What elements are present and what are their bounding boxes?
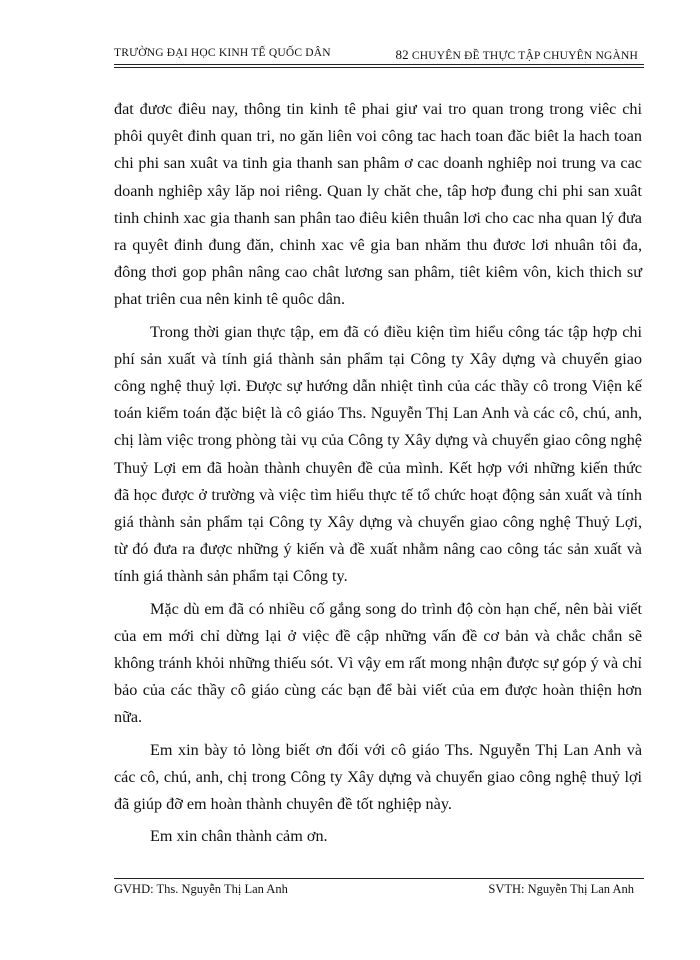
header-rule: [114, 64, 644, 68]
header-school-name: TRƯỜNG ĐẠI HỌC KINH TẾ QUỐC DÂN: [114, 47, 331, 59]
page-header: [114, 44, 642, 64]
footer-rule: [114, 878, 644, 879]
paragraph-3: Mặc dù em đã có nhiều cố gắng song do trình độ còn hạn chế, nên bài viết của em mới chỉ dừng lại ở việc đề cập những vấn đề cơ bản và chắc chắn sẽ không tránh khỏi những thiếu sót. Vì vậy em rất mong nhận được sự góp ý và chỉ bảo của các thầy cô giáo cùng các bạn để bài viết của em được hoàn thiện hơn nữa.: [114, 599, 642, 727]
header-doc-type: CHUYÊN ĐỀ THỰC TẬP CHUYÊN NGÀNH: [411, 50, 638, 62]
footer-supervisor: GVHD: Ths. Nguyễn Thị Lan Anh: [114, 882, 288, 896]
header-right: [395, 47, 638, 63]
paragraph-1: đat đươc điêu nay, thông tin kinh tê phai giư vai tro quan trong trong viêc chi phôi quyêt đinh quan tri, no găn liên voi công tac hach toan đăc biêt la hach toan chi phi san xuât va tinh gia thanh san phâm ơ cac doanh nghiêp noi trung va cac doanh nghiêp xây lăp noi riêng. Quan ly chăt che, tâp hơp đung chi phi san xuât tinh chinh xac gia thanh san phân tao điêu kiên thuân lơi cho cac nha quan lý đưa ra quyêt đinh đung đăn, chinh xac vê gia ban nhăm thu đươc lơi nhuân tôi đa, đông thơi gop phân nâng cao chât lương san phâm, tiêt kiêm vôn, kich thich sư phat triên cua nên kinh tê quôc dân.: [114, 100, 642, 309]
header-page-number: 82: [395, 47, 409, 62]
paragraph-5: Em xin chân thành cảm ơn.: [150, 827, 328, 846]
paragraph-4: Em xin bày tỏ lòng biết ơn đối với cô giáo Ths. Nguyễn Thị Lan Anh và các cô, chú, anh, chị trong Công ty Xây dựng và chuyển giao công nghệ thuỷ lợi đã giúp đỡ em hoàn thành chuyên đề tốt nghiệp này.: [114, 740, 642, 814]
body-text: [114, 96, 642, 850]
footer-student: SVTH: Nguyễn Thị Lan Anh: [488, 882, 634, 896]
paragraph-2: Trong thời gian thực tập, em đã có điều kiện tìm hiểu công tác tập hợp chi phí sản xuất và tính giá thành sản phẩm tại Công ty Xây dựng và chuyển giao công nghệ thuỷ lợi. Được sự hướng dẫn nhiệt tình của các thầy cô trong Viện kế toán kiểm toán đặc biệt là cô giáo Ths. Nguyễn Thị Lan Anh và các cô, chú, anh, chị làm việc trong phòng tài vụ của Công ty Xây dựng và chuyển giao công nghệ Thuỷ Lợi em đã hoàn thành chuyên đề của mình. Kết hợp với những kiến thức đã học được ở trường và việc tìm hiểu thực tế tổ chức hoạt động sản xuất và tính giá thành sản phẩm tại Công ty Xây dựng và chuyển giao công nghệ Thuỷ Lợi, từ đó đưa ra được những ý kiến và đề xuất nhằm nâng cao công tác sản xuất và tính giá thành sản phẩm tại Công ty.: [114, 322, 642, 586]
